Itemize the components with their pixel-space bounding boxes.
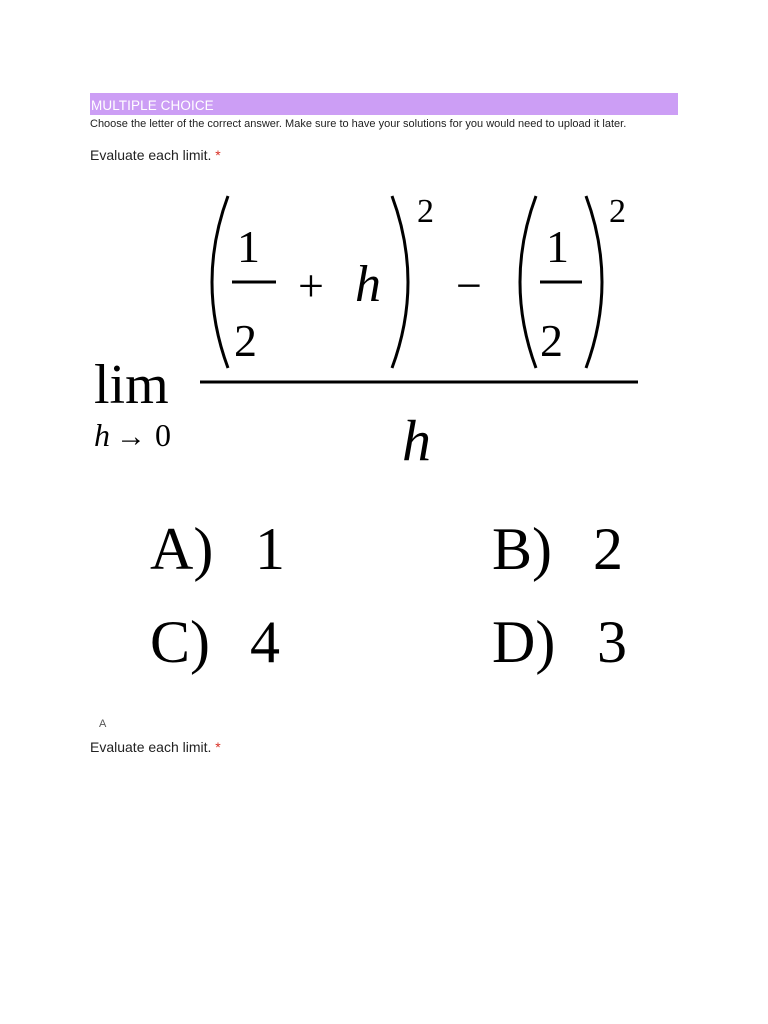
section-title: MULTIPLE CHOICE [90, 93, 678, 115]
right-paren-open [520, 196, 536, 368]
choice-d-value: 3 [597, 609, 627, 675]
question-1-prompt-text: Evaluate each limit. [90, 147, 212, 163]
selected-answer: A [99, 718, 107, 730]
minus-sign: − [456, 260, 482, 311]
choice-a-value: 1 [255, 516, 285, 582]
left-paren-close [392, 196, 408, 368]
denominator-two-b: 2 [540, 315, 563, 366]
choice-d-letter: D) [492, 609, 556, 675]
denominator-two-a: 2 [234, 315, 257, 366]
choice-a-letter: A) [150, 516, 214, 582]
exponent-two-b: 2 [609, 193, 626, 230]
question-2-prompt-text: Evaluate each limit. [90, 739, 212, 755]
arrow-icon: → [116, 420, 146, 453]
numerator-one-b: 1 [546, 221, 569, 272]
exponent-two-a: 2 [417, 193, 434, 230]
right-paren-close [586, 196, 602, 368]
choice-b-value: 2 [593, 516, 623, 582]
denominator-h: h [402, 408, 431, 473]
question-2-prompt [90, 739, 221, 755]
choice-c-letter: C) [150, 609, 210, 675]
plus-sign: + [298, 260, 324, 311]
section-instructions: Choose the letter of the correct answer. Make sure to have your solutions for you would need to upload it later. [90, 118, 627, 130]
subscript-zero: 0 [155, 417, 171, 453]
choices-grid [150, 516, 627, 675]
variable-h-a: h [355, 256, 381, 313]
left-paren-open [212, 196, 228, 368]
lim-label: lim [94, 354, 169, 416]
subscript-h: h [94, 417, 110, 453]
required-asterisk: * [215, 147, 221, 163]
choice-b-letter: B) [492, 516, 552, 582]
required-asterisk: * [215, 739, 221, 755]
numerator-one-a: 1 [237, 221, 260, 272]
choice-c-value: 4 [250, 609, 280, 675]
